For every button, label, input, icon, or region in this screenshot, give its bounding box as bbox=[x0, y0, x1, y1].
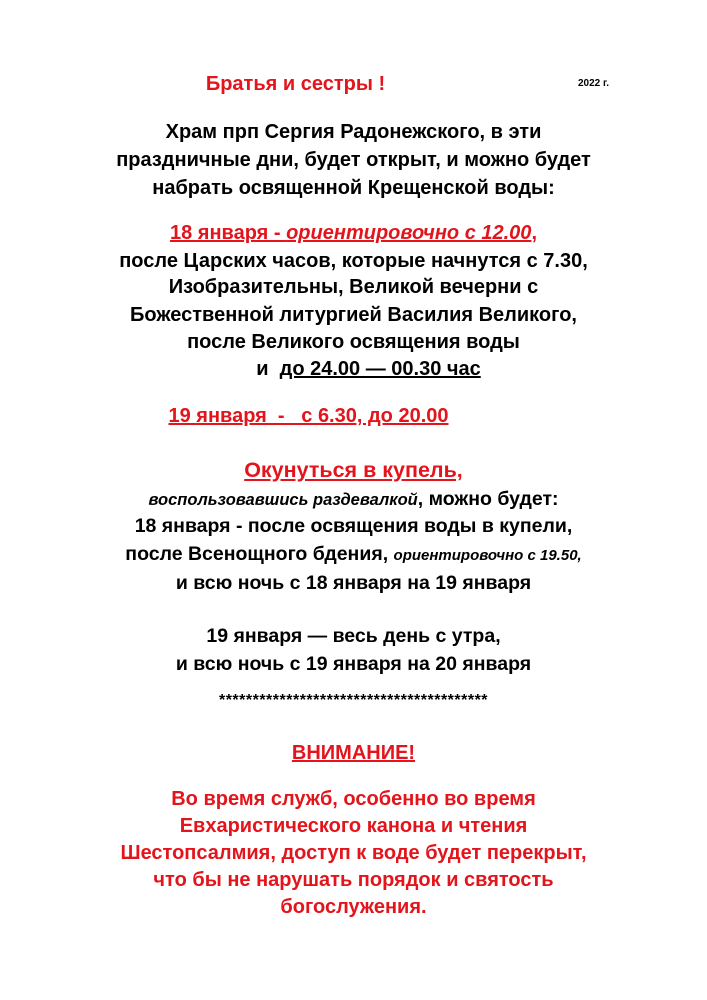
jan18-line: после Царских часов, которые начнутся с 7.30, bbox=[119, 250, 588, 272]
jan18-until: до 24.00 — 00.30 час bbox=[279, 358, 481, 380]
font-line bbox=[0, 486, 707, 514]
warning-line: богослужения. bbox=[280, 896, 427, 918]
jan18-comma: , bbox=[531, 222, 537, 244]
jan18-date: 18 января - bbox=[169, 222, 287, 244]
warning-line: Во время служб, особенно во время bbox=[171, 788, 536, 810]
warning-title: ВНИМАНИЕ! bbox=[291, 742, 416, 764]
font-line: и всю ночь с 18 января на 19 января bbox=[175, 572, 532, 594]
jan18-until-prefix: и bbox=[256, 358, 280, 380]
font-title: Окунуться в купель, bbox=[244, 458, 463, 482]
jan18-line: Божественной литургией Василия Великого, bbox=[130, 304, 577, 326]
jan18-line: после Великого освящения воды bbox=[187, 331, 520, 353]
font-line: 18 января - после освящения воды в купели, bbox=[134, 515, 573, 537]
year-label: 2022 г. bbox=[578, 78, 609, 89]
intro-line: набрать освященной Крещенской воды: bbox=[152, 177, 555, 199]
intro-line: Храм прп Сергия Радонежского, в эти bbox=[165, 121, 542, 143]
jan18-heading bbox=[0, 219, 707, 247]
warning-line: Шестопсалмия, доступ к воде будет перекрыт, bbox=[120, 842, 587, 864]
font-line: и всю ночь с 19 января на 20 января bbox=[175, 653, 532, 675]
font-line3-italic: ориентировочно с 19.50, bbox=[393, 547, 582, 564]
jan18-line: Изобразительны, Великой вечерни с bbox=[168, 276, 539, 298]
font-line3-main: после Всенощного бдения, bbox=[125, 543, 394, 565]
font-line bbox=[0, 541, 707, 569]
jan18-time: ориентировочно с 12.00 bbox=[286, 222, 532, 244]
intro-line: праздничные дни, будет открыт, и можно будет bbox=[116, 149, 591, 171]
asterisk-divider: **************************************** bbox=[218, 692, 489, 709]
warning-line: что бы не нарушать порядок и святость bbox=[153, 869, 554, 891]
font-line1-rest: , можно будет: bbox=[417, 488, 559, 510]
jan19-text: 19 января - с 6.30, до 20.00 bbox=[168, 405, 449, 427]
font-line1-italic: воспользовавшись раздевалкой bbox=[148, 491, 418, 509]
jan18-until-line bbox=[15, 355, 707, 383]
jan19-heading bbox=[0, 402, 662, 430]
greeting-heading bbox=[0, 70, 649, 98]
warning-line: Евхаристического канона и чтения bbox=[179, 815, 528, 837]
greeting-text: Братья и сестры ! bbox=[205, 73, 386, 95]
font-line: 19 января — весь день с утра, bbox=[206, 625, 501, 647]
